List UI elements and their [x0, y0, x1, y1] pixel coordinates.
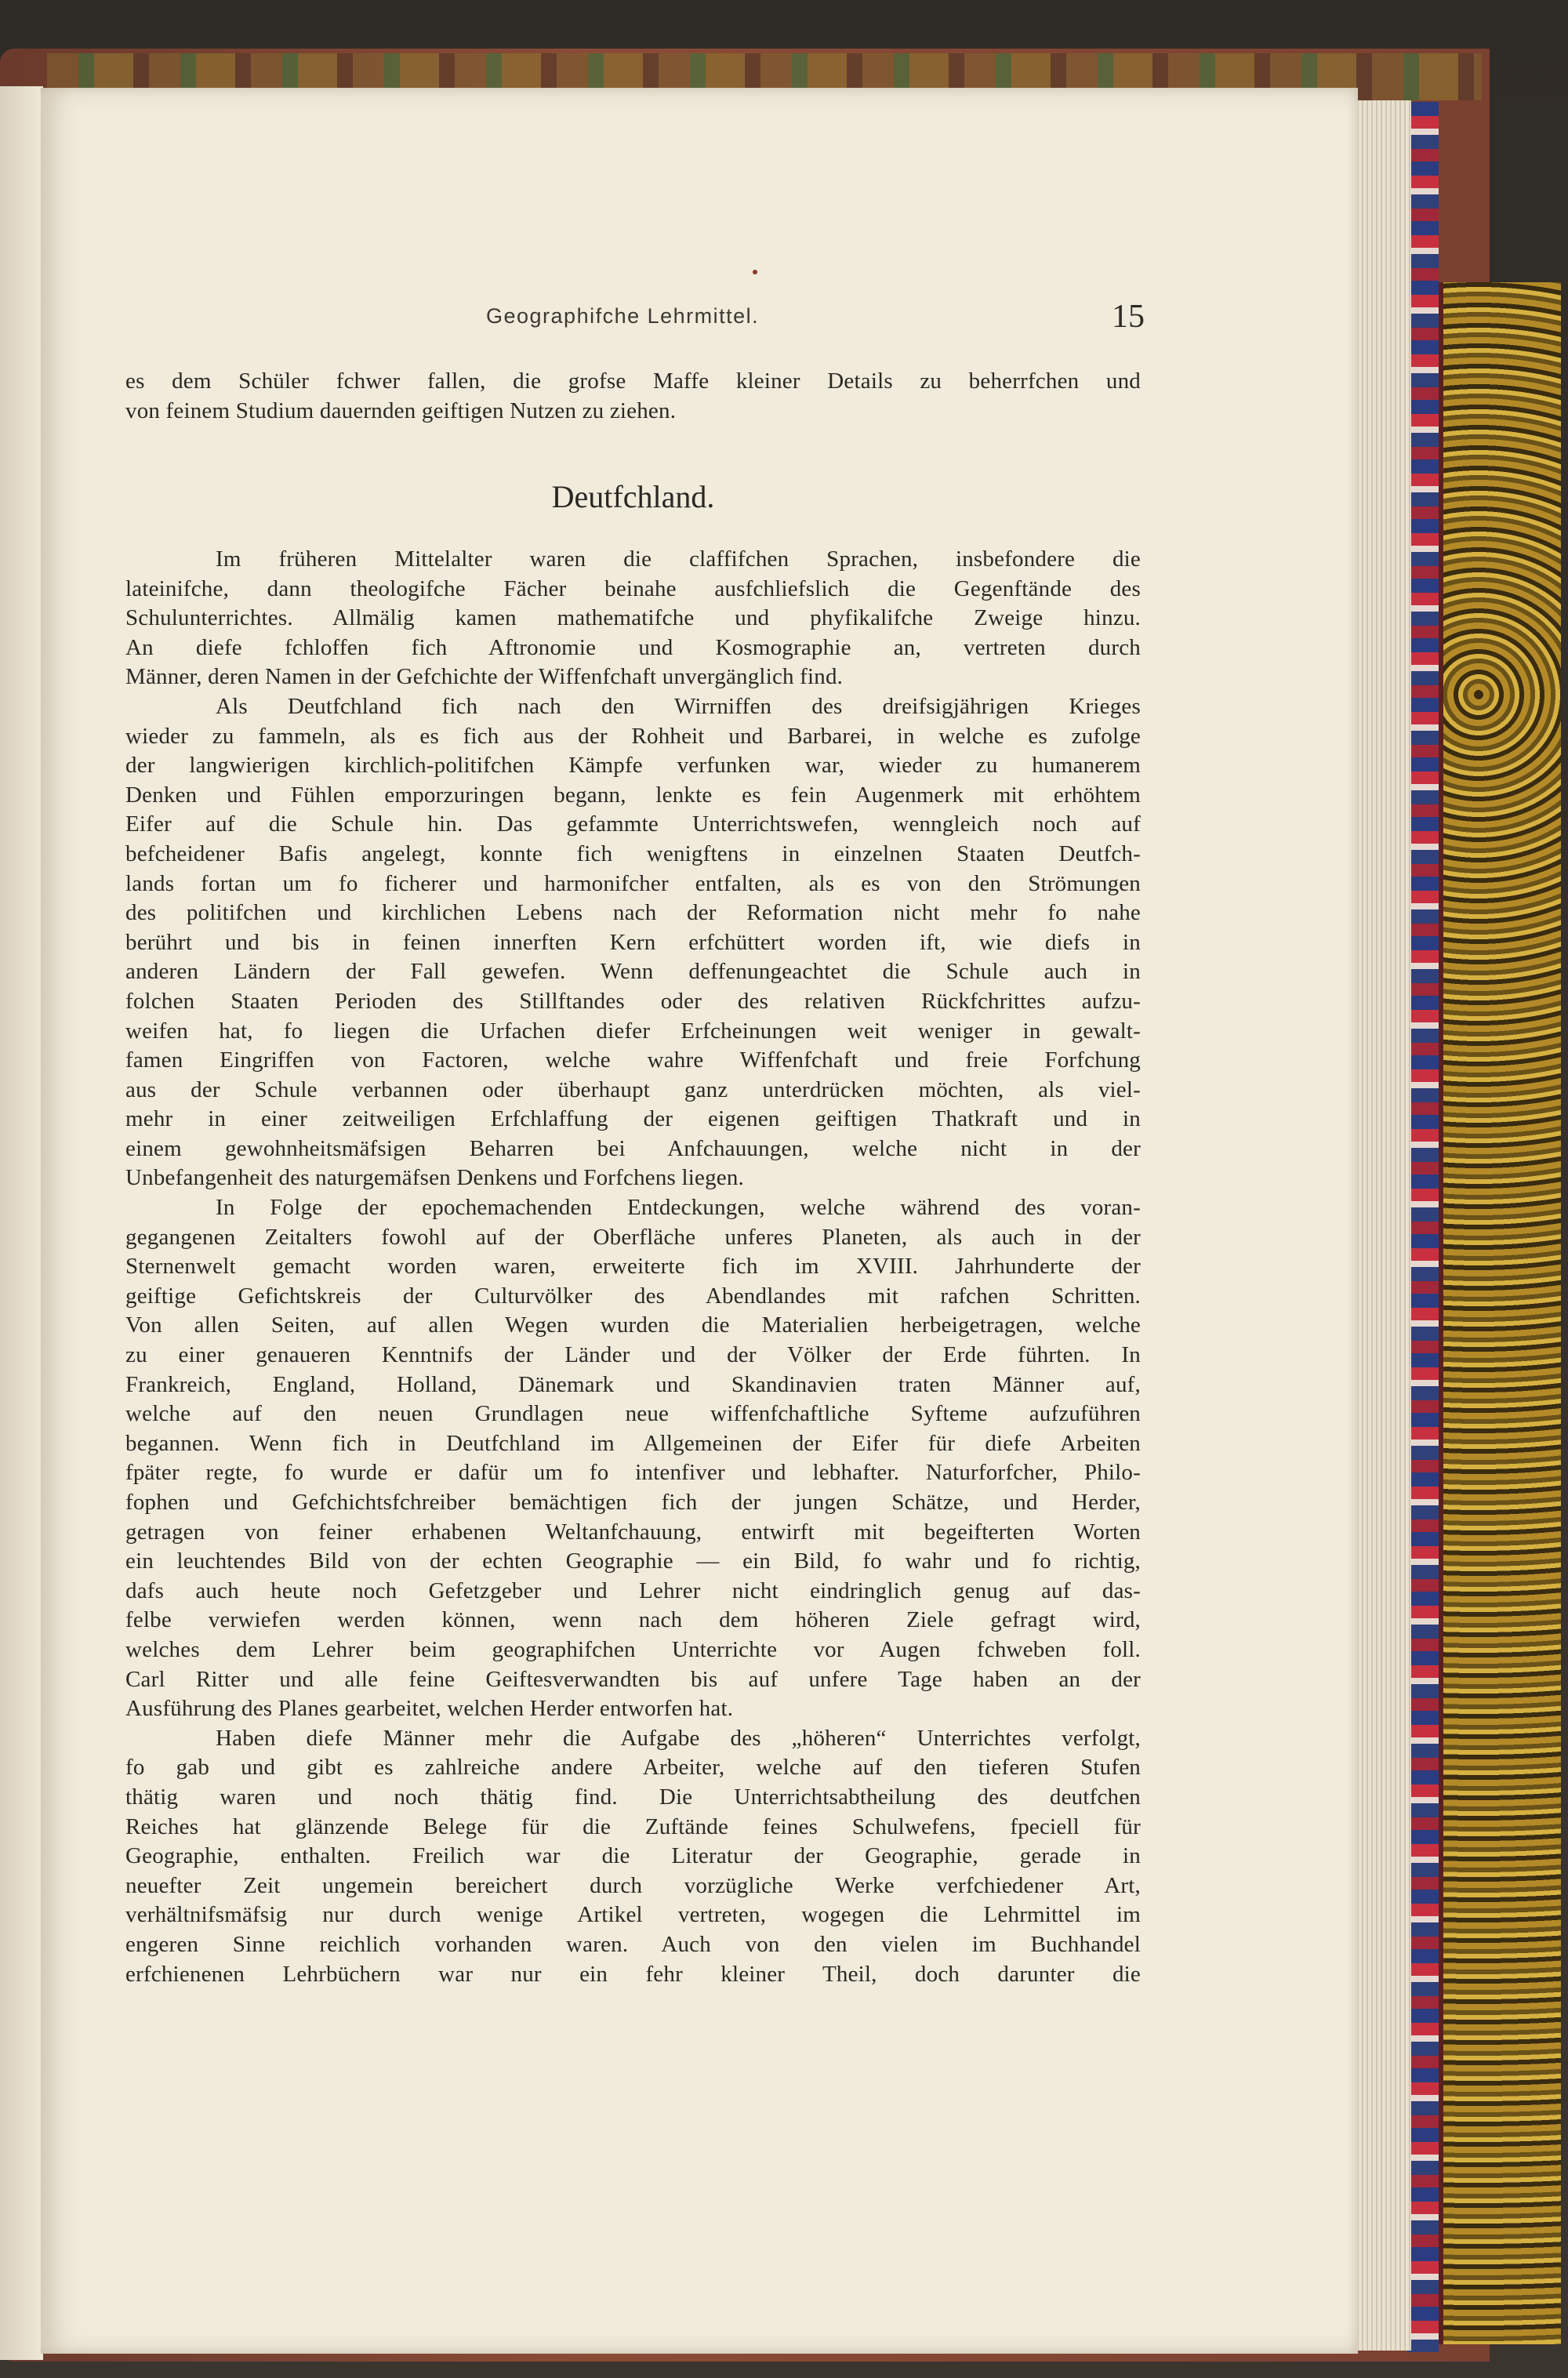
marbled-cover-edge — [1439, 282, 1561, 2344]
paragraph-line: welches dem Lehrer beim geographifchen Unterrichte vor Augen fchweben foll. — [125, 1636, 1141, 1662]
paragraph-line: mehr in einer zeitweiligen Erfchlaffung der eigenen geiftigen Thatkraft und in — [125, 1106, 1141, 1132]
paragraph-line: gegangenen Zeitalters fowohl auf der Oberfläche unferes Planeten, als auch in der — [125, 1224, 1141, 1250]
paragraph-line: neuefter Zeit ungemein bereichert durch vorzügliche Werke verfchiedener Art, — [125, 1872, 1141, 1898]
body-text — [125, 545, 1141, 1989]
paragraph-line: Geographie, enthalten. Freilich war die Literatur der Geographie, gerade in — [125, 1843, 1141, 1869]
paragraph-line: In Folge der epochemachenden Entdeckungen, welche während des voran- — [216, 1195, 1141, 1221]
paragraph-line: geiftige Gefichtskreis der Culturvölker des Abendlandes mit rafchen Schritten. — [125, 1283, 1141, 1309]
paragraph-line: fo gab und gibt es zahlreiche andere Arbeiter, welche auf den tieferen Stufen — [125, 1755, 1141, 1781]
paragraph-line: getragen von feiner erhabenen Weltanfchauung, entwirft mit begeifterten Worten — [125, 1519, 1141, 1545]
paragraph-line: wieder zu fammeln, als es fich aus der Rohheit und Barbarei, in welche es zufolge — [125, 723, 1141, 749]
paragraph-line: lands fortan um fo ficherer und harmonifcher entfalten, als es von den Strömungen — [125, 870, 1141, 896]
paragraph-line: engeren Sinne reichlich vorhanden waren. Auch von den vielen im Buchhandel — [125, 1931, 1141, 1957]
paragraph-line: verhältnifsmäfsig nur durch wenige Artikel vertreten, wogegen die Lehrmittel im — [125, 1902, 1141, 1928]
paragraph-line: Eifer auf die Schule hin. Das gefammte Unterrichtswefen, wenngleich noch auf — [125, 811, 1141, 837]
paragraph-line: Frankreich, England, Holland, Dänemark und Skandinavien traten Männer auf, — [125, 1371, 1141, 1397]
paragraph-line: begannen. Wenn fich in Deutfchland im Allgemeinen der Eifer für diefe Arbeiten — [125, 1430, 1141, 1456]
paragraph-line: Sternenwelt gemacht worden waren, erweiterte fich im XVIII. Jahrhunderte der — [125, 1254, 1141, 1280]
paragraph-line: einem gewohnheitsmäfsigen Beharren bei Anfchauungen, welche nicht in der — [125, 1135, 1141, 1161]
paragraph-line: aus der Schule verbannen oder überhaupt ganz unterdrücken möchten, als viel- — [125, 1076, 1141, 1102]
paragraph-line: erfchienenen Lehrbüchern war nur ein fehr kleiner Theil, doch darunter die — [125, 1961, 1141, 1987]
paragraph-line: felbe verwiefen werden können, wenn nach dem höheren Ziele gefragt wird, — [125, 1607, 1141, 1633]
paragraph-line: Ausführung des Planes gearbeitet, welchen Herder entworfen hat. — [125, 1696, 734, 1722]
paragraph-line: berührt und bis in feinen innerften Kern erfchüttert worden ift, wie diefs in — [125, 929, 1141, 955]
paragraph-line: famen Eingriffen von Factoren, welche wahre Wiffenfchaft und freie Forfchung — [125, 1047, 1141, 1073]
paragraph-line: befcheidener Bafis angelegt, konnte fich wenigftens in einzelnen Staaten Deutfch- — [125, 840, 1141, 866]
paragraph-line: weifen hat, fo liegen die Urfachen diefer Erfcheinungen weit weniger in gewalt- — [125, 1018, 1141, 1044]
paragraph-line: Reiches hat glänzende Belege für die Zuftände feines Schulwefens, fpeciell für — [125, 1813, 1141, 1839]
text-line: von feinem Studium dauernden geiftigen Nutzen zu ziehen. — [125, 398, 677, 423]
paragraph-line: Im früheren Mittelalter waren die claffifchen Sprachen, insbefondere die — [216, 546, 1141, 572]
paragraph-line: dafs auch heute noch Gefetzgeber und Lehrer nicht eindringlich genug auf das- — [125, 1577, 1141, 1603]
ink-speck — [753, 270, 757, 274]
paragraph-line: der langwierigen kirchlich-politifchen Kämpfe verfunken war, wieder zu humanerem — [125, 753, 1141, 779]
paragraph-line: des politifchen und kirchlichen Lebens nach der Reformation nicht mehr fo nahe — [125, 900, 1141, 926]
page-number: 15 — [1112, 299, 1145, 335]
marbled-page-edge — [1407, 102, 1439, 2352]
running-header: Geographifche Lehrmittel. — [486, 304, 760, 328]
paragraph-line: folchen Staaten Perioden des Stillftandes oder des relativen Rückfchrittes aufzu- — [125, 988, 1141, 1014]
paragraph-line: fpäter regte, fo wurde er dafür um fo intenfiver und lebhafter. Naturforfcher, Philo- — [125, 1460, 1141, 1486]
paragraph-line: Denken und Fühlen emporzuringen begann, lenkte es fein Augenmerk mit erhöhtem — [125, 782, 1141, 808]
paragraph-line: Männer, deren Namen in der Gefchichte der Wiffenfchaft unvergänglich find. — [125, 664, 844, 690]
paragraph-line: zu einer genaueren Kenntnifs der Länder und der Völker der Erde führten. In — [125, 1342, 1141, 1368]
text-line: es dem Schüler fchwer fallen, die grofse Maffe kleiner Details zu beherrfchen und — [125, 368, 1141, 394]
paragraph-line: fophen und Gefchichtsfchreiber bemächtigen fich der jungen Schätze, und Herder, — [125, 1490, 1141, 1515]
paragraph-line: Carl Ritter und alle feine Geiftesverwandten bis auf unfere Tage haben an der — [125, 1666, 1141, 1692]
left-page-edge — [0, 86, 43, 2360]
paragraph-line: Von allen Seiten, auf allen Wegen wurden die Materialien herbeigetragen, welche — [125, 1312, 1141, 1338]
paragraph-line: Unbefangenheit des naturgemäfsen Denkens und Forfchens liegen. — [125, 1165, 744, 1191]
section-heading: Deutfchland. — [551, 479, 715, 514]
paragraph-line: thätig waren und noch thätig find. Die Unterrichtsabtheilung des deutfchen — [125, 1784, 1141, 1810]
paragraph-line: lateinifche, dann theologifche Fächer beinahe ausfchliefslich die Gegenftände des — [125, 575, 1141, 601]
paragraph-line: welche auf den neuen Grundlagen neue wiffenfchaftliche Syfteme aufzuführen — [125, 1401, 1141, 1427]
paragraph-line: anderen Ländern der Fall gewefen. Wenn deffenungeachtet die Schule auch in — [125, 959, 1141, 985]
paragraph-line: Schulunterrichtes. Allmälig kamen mathematifche und phyfikalifche Zweige hinzu. — [125, 605, 1141, 631]
paragraph-line: An diefe fchloffen fich Aftronomie und Kosmographie an, vertreten durch — [125, 634, 1141, 660]
paragraph-line: Haben diefe Männer mehr die Aufgabe des „höheren“ Unterrichtes verfolgt, — [216, 1725, 1141, 1751]
paragraph-line: ein leuchtendes Bild von der echten Geographie — ein Bild, fo wahr und fo richtig, — [125, 1548, 1141, 1574]
intro-text — [125, 367, 1141, 426]
paragraph-line: Als Deutfchland fich nach den Wirrniffen des dreifsigjährigen Krieges — [216, 693, 1141, 719]
